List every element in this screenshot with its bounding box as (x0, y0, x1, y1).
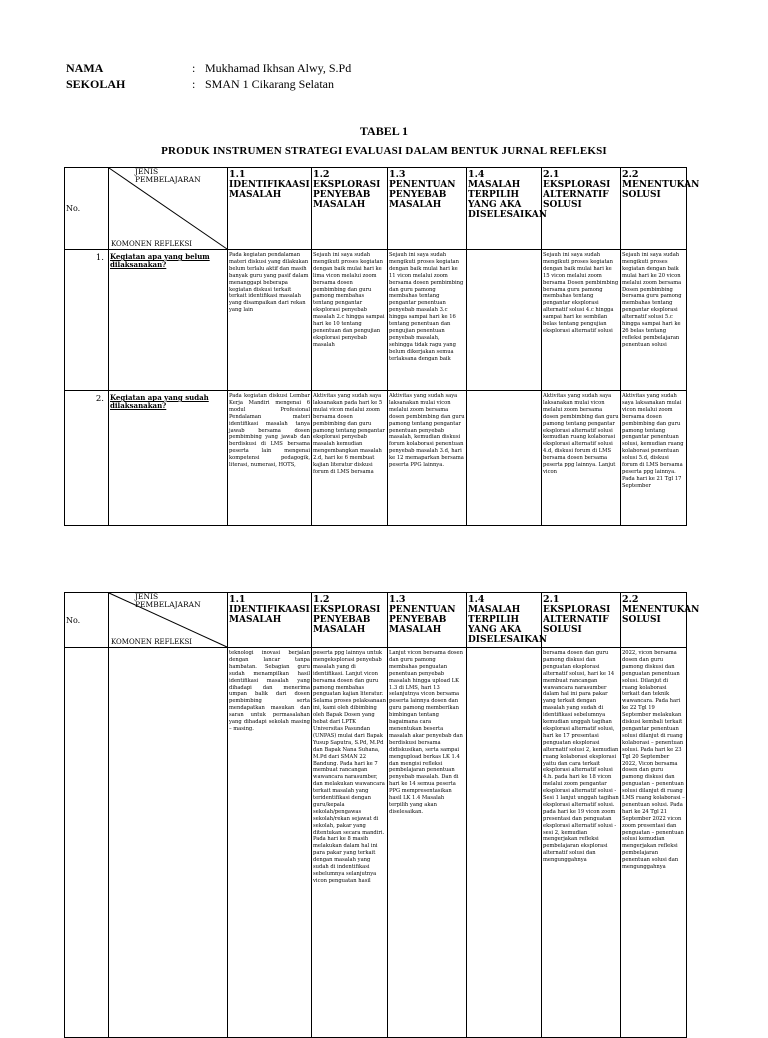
diagonal-header (109, 593, 228, 648)
cell-eksplorasi-penyebab: Aktivitas yang sudah saya laksanakan pada hari ke 5 mulai vicon melalui zoom bersama dosen pembimbing dan guru pamong tentang pengantar eksplorasi penyebab masalah kemudian mengembangkan masalah 2.d, hari ke 6 membuat kajian literatur diskusi forum di LMS bersama (312, 391, 388, 526)
cell-penentuan-penyebab: Sejauh ini saya sudah mengikuti proses kegiatan dengan baik mulai hari ke 11 vicon melalui zoom bersama dosen pembimbing dan guru pamong membahas tentang pengantar penentuan penyebab masalah 3.c hingga sampai hari ke 16 tentang penentuan dan pengujian penentuan penyebab masalah, sehingga tidak ragu yang belum dikerjakan semua terlaksana dengan baik (388, 250, 467, 391)
nama-label: NAMA (66, 61, 104, 75)
col-label: PENENTUAN PENYEBAB MASALAH (389, 180, 456, 210)
cell-eksplorasi-solusi: bersama dosen dan guru pamong diskusi dan penguatan eksplorasi alternatif solusi, hari ke 14 membuat rancangan wawancara narasumber dalam hal ini para pakar yang terkait dengan masalah yang sudah di identifikasi sebelumnya kemudian unggah tagihan eksplorasi alternatif solusi, hari ke 17 presentasi penguatan eksplorasi alternatif solusi 2, kemudian ruang kolaborasi eksplorasi yaitu dan cara terkait eksplorasi alternatif solusi 4.h. pada hari ke 18 vicon melalui zoom pengantar eksplorasi alternatif solusi - Sesi 1 lanjut unggah tagihan eksplorasi alternatif solusi. pada hari ke 19 vicon zoom presentasi dan penguatan eksplorasi alternatif solusi - sesi 2, kemudian mengerjakan refleksi pembelajaran eksplorasi alternatif solusi dan mengunggahnya (542, 648, 621, 1038)
col-header-1-3 (388, 168, 467, 250)
table-row (65, 250, 766, 391)
row-question: Kegiatan apa yang belum dilaksanakan? (109, 250, 228, 391)
cell-masalah-terpilih (467, 648, 542, 1038)
col-label: IDENTIFIKAASI MASALAH (229, 180, 310, 200)
cell-eksplorasi-penyebab: Sejauh ini saya sudah mengikuti proses kegiatan dengan baik mulai hari ke lima vicon melalui zoom bersama dosen pembimbing dan guru pamong membahas tentang pengantar eksplorasi penyebab masalah 2.c hingga sampai hari ke 10 tentang penentuan dan pengujian eksplorasi penyebab masalah (312, 250, 388, 391)
jenis-label (135, 593, 201, 609)
jenis-text: JENIS (135, 592, 159, 601)
col-header-2-2 (621, 593, 700, 648)
col-label: MASALAH TERPILIH YANG AKA DISELESAIKAN (468, 180, 547, 220)
row-question: Kegiatan apa yang sudah dilaksanakan? (109, 391, 228, 526)
table-row (65, 648, 766, 1038)
col-header-2-2 (621, 168, 700, 250)
col-num: 2.2 (622, 594, 639, 605)
jenis-text: JENIS (135, 167, 159, 176)
header-row (65, 168, 766, 250)
row-number (65, 648, 109, 1038)
no-header: No. (65, 593, 109, 648)
col-label: EKSPLORASI ALTERNATIF SOLUSI (543, 605, 611, 635)
reflection-table-2 (64, 592, 766, 1038)
col-header-1-1 (228, 168, 312, 250)
col-num: 1.3 (389, 169, 406, 180)
colon: : (192, 61, 196, 75)
col-label: EKSPLORASI PENYEBAB MASALAH (313, 180, 381, 210)
col-num: 2.1 (543, 594, 560, 605)
col-header-1-4 (467, 593, 547, 648)
pembelajaran-text: PEMBELAJARAN (135, 175, 201, 184)
komponen-label: KOMONEN REFLEKSI (111, 638, 193, 646)
cell-penentuan-penyebab: Aktivitas yang sudah saya laksanakan mulai vicon melalui zoom bersama dosen pembimbing dan guru pamong tentang pengantar penentuan penyebab masalah, kemudian diskusi forum kolaborasi penentuan penyebab masalah 3.d, hari ke 12 memaparkan bersama peserta PPG lainnya. (388, 391, 467, 526)
col-header-1-3 (388, 593, 467, 648)
row-question (109, 648, 228, 1038)
cell-masalah-terpilih (467, 391, 542, 526)
cell-eksplorasi-solusi: Aktivitas yang sudah saya laksanakan mulai vicon melalui zoom bersama dosen pembimbing dan guru pamong tentang pengantar eksplorasi alternatif solusi kemudian ruang kolaborasi eksplorasi alternatif solusi 4.d, diskusi forum di LMS bersama dosen bersama peserta ppg lainnya. Lanjut vicon (542, 391, 621, 526)
cell-menentukan-solusi: 2022, vicon bersama dosen dan guru pamong diskusi dan penguatan penentuan solusi. Dilanjut di ruang kolaborasi terkait dan teknik wawancara. Pada hari ke 22 Tgl 19 September melakukan diskusi kembali terkait pengantar penentuan solusi dilanjut di ruang kolaborasi – penentuan solusi. Pada hari ke 23 Tgl 20 September 2022, Vicon bersama dosen dan guru pamong diskusi dan penguatan – penentuan solusi dilanjut di ruang LMS ruang kolaborasi – penentuan solusi. Pada hari ke 24 Tgl 21 September 2022 vicon zoom presentasi dan penguatan – penentuan solusi kemudian mengerjakan refleksi pembelajaran penentuan solusi dan mengunggahnya (621, 648, 687, 1038)
pembelajaran-text: PEMBELAJARAN (135, 600, 201, 609)
col-num: 1.3 (389, 594, 406, 605)
cell-menentukan-solusi: Aktivitas yang sudah saya laksanakan mulai vicon melalui zoom bersama dosen pembimbing dan guru pamong tentang pengantar penentuan solusi, kemudian ruang kolaborasi penentuan solusi 5.d, diskusi forum di LMS bersama peserta ppg lainnya. Pada hari ke 21 Tgl 17 September (621, 391, 687, 526)
row-number: 2. (65, 391, 109, 526)
cell-masalah-terpilih (467, 250, 542, 391)
col-label: IDENTIFIKAASI MASALAH (229, 605, 310, 625)
table-subtitle: PRODUK INSTRUMEN STRATEGI EVALUASI DALAM BENTUK JURNAL REFLEKSI (161, 145, 607, 157)
cell-identifikasi: Pada kegiatan diskusi Lembar Kerja Mandiri mengenai 6 modul Profesional Pendalaman materi identifikasi masalah tanya jawab bersama dosen pembimbing yang jawab dan berdiskusi di LMS bersama peserta lain mengenai kompetensi pedagogik, literasi, numerasi, HOTS, (228, 391, 312, 526)
sekolah-label: SEKOLAH (66, 77, 126, 91)
col-num: 1.2 (313, 169, 330, 180)
col-header-1-2 (312, 168, 388, 250)
diagonal-header (109, 168, 228, 250)
col-num: 1.2 (313, 594, 330, 605)
col-label: MENENTUKAN SOLUSI (622, 180, 700, 200)
nama-value: Mukhamad Ikhsan Alwy, S.Pd (205, 61, 352, 75)
col-label: EKSPLORASI ALTERNATIF SOLUSI (543, 180, 611, 210)
colon: : (192, 77, 196, 91)
cell-eksplorasi-penyebab: peserta ppg lainnya untuk mengeksplorasi penyebab masalah yang di identifikasi. Lanjut vicon bersama dosen dan guru pamong membahas penguatan kajian literatur. Selama proses pelaksanaan ini, kami oleh dibimbing oleh Bapak Dosen yang hebat dari LPTK Universitas Pasundan (UNPAS) mulai dari Bapak Yusup Saputra, S.Pd, M.Pd dan Bapak Nana Suhana, M.Pd dari SMAN 22 Bandung. Pada hari ke 7 membuat rancangan wawancara narasumber, dan melakukan wawancara terkait masalah yang teridentifikasi dengan guru/kepala sekolah/pengawas sekolah/rekan sejawat di sekolah, pakar yang ditentukan secara mandiri. Pada hari ke 8 masih melakukan dalam hal ini para pakar yang terkait dengan masalah yang sudah di indentifikasi sebelumnya selanjutnya vicon penguatan hasil (312, 648, 388, 1038)
cell-menentukan-solusi: Sejauh ini saya sudah mengikuti proses kegiatan dengan baik mulai hari ke 20 vicon melalui zoom bersama Dosen pembimbing bersama guru pamong membahas tentang pengantar eksplorasi alternatif solusi 5.c hingga sampai hari ke 26 belas tentang refleksi pembelajaran penentuan solusi (621, 250, 687, 391)
col-header-1-4 (467, 168, 547, 250)
header-sekolah (66, 77, 466, 93)
col-num: 1.1 (229, 594, 246, 605)
reflection-table-1 (64, 167, 766, 526)
col-label: EKSPLORASI PENYEBAB MASALAH (313, 605, 381, 635)
col-label: MENENTUKAN SOLUSI (622, 605, 700, 625)
jenis-label (135, 168, 201, 184)
col-header-1-2 (312, 593, 388, 648)
sekolah-value: SMAN 1 Cikarang Selatan (205, 77, 334, 91)
komponen-label: KOMONEN REFLEKSI (111, 240, 193, 248)
col-label: PENENTUAN PENYEBAB MASALAH (389, 605, 456, 635)
no-header: No. (65, 168, 109, 250)
table-row (65, 391, 766, 526)
col-label: MASALAH TERPILIH YANG AKA DISELESAIKAN (468, 605, 547, 645)
col-num: 1.4 (468, 169, 485, 180)
row-number: 1. (65, 250, 109, 391)
col-num: 2.1 (543, 169, 560, 180)
cell-identifikasi: teknologi inovasi berjalan dengan lancar tanpa hambatan. Sebagian guru sudah menampilkan hasil identifikasi masalah yang dihadapi dan menerima umpan balik dari dosen pembimbing serta mendapatkan masukan dan saran untuk permasalahan yang dihadapi sekolah masing – masing. (228, 648, 312, 1038)
header-row (65, 593, 766, 648)
col-num: 1.1 (229, 169, 246, 180)
cell-penentuan-penyebab: Lanjut vicon bersama dosen dan guru pamong membahas penguatan penentuan penyebab masalah hingga upload LK 1.3 di LMS, hari 13 selanjutnya vicon bersama peserta lainnya dosen dan guru pamong memberikan bimbingan tentang bagaimana cara menentukan beserta masalah akar penyebab dan berdiskusi bersama didiskusikan, serta sampai mengupload berkas LK 1.4 dan mengisi refleksi pembelajaran penentuan penyebab masalah. Dan di hari ke 14 semua peserta PPG mempresentasikan hasil LK 1.4 Masalah terpilih yang akan diselesaikan. (388, 648, 467, 1038)
col-num: 2.2 (622, 169, 639, 180)
col-header-1-1 (228, 593, 312, 648)
table-title: TABEL 1 (359, 124, 409, 138)
col-header-2-1 (542, 168, 621, 250)
cell-identifikasi: Pada kegiatan pendalaman materi diskusi yang dilakukan belum terlalu aktif dan masih banyak guru yang pasif dalam menanggapi beberapa kegiatan diskusi terkait terkait identifikasi masalah yang disampaikan dari rekan yang lain (228, 250, 312, 391)
cell-eksplorasi-solusi: Sejauh ini saya sudah mengikuti proses kegiatan dengan baik mulai hari ke 15 vicon melalui zoom bersama Dosen pembimbing bersama guru pamong membahas tentang pengantar eksplorasi alternatif solusi 4.c hingga sampai hari ke sembilan belas tentang pengujian eksplorasi alternatif solusi (542, 250, 621, 391)
col-num: 1.4 (468, 594, 485, 605)
header-nama (66, 61, 466, 77)
col-header-2-1 (542, 593, 621, 648)
